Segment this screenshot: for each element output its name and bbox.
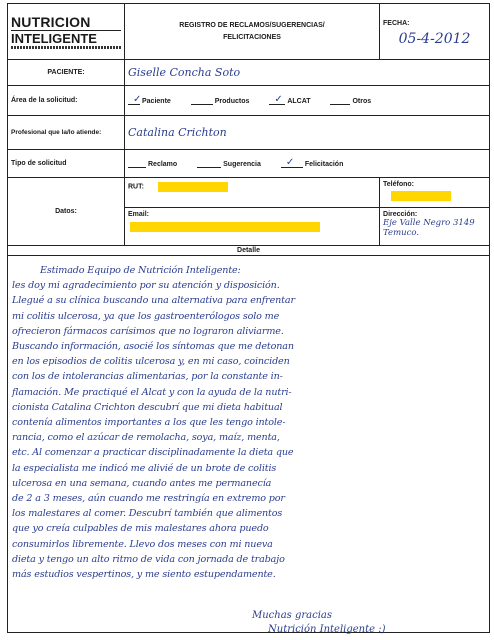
tipo-options [125,150,490,178]
letter-line: rancia, como el azúcar de remolacha, soya, maíz, menta, [12,432,280,444]
telefono-label: Teléfono: [383,181,415,188]
direccion-label: Dirección: [383,211,418,218]
tipo-option-felicitacion[interactable]: ✓ Felicitación [281,160,344,168]
paciente-value: Giselle Concha Soto [128,66,241,79]
letter-line: Llegué a su clínica buscando una alternativa para enfrentar [12,295,295,307]
letter-line: Buscando información, asocié los síntomas que me detonan [12,341,294,353]
area-option-otros[interactable]: Otros [330,97,371,105]
telefono-cell [380,178,490,208]
area-option-paciente[interactable]: ✓ Paciente [128,97,171,105]
letter-line: etc. Al comenzar a practicar disciplinadamente la dieta que [12,447,294,459]
direccion-line2: Temuco. [383,228,420,238]
check-icon: ✓ [274,93,283,105]
tipo-option-reclamo[interactable]: Reclamo [128,160,177,168]
letter-line: contenía alimentos importantes a los que les tengo intole- [12,417,286,429]
letter-line: más estudios vespertinos, y me siento estupendamente. [12,569,276,581]
letter-line: flamación. Me practiqué el Alcat y con la ayuda de la nutri- [12,386,292,398]
letter-line: dieta y tengo un alto ritmo de vida con jornada de trabajo [12,553,285,565]
fecha-value: 05-4-2012 [398,31,471,47]
letter-line: les doy mi agradecimiento por su atención y disposición. [12,280,280,292]
letter-line: consumirlos libremente. Llevo dos meses con mi nueva [12,538,273,550]
rut-redaction [158,182,228,192]
letter-line: ulcerosa en una semana, cuando antes me permanecía [12,477,272,489]
letter-body [12,263,482,582]
letter-line: cionista Catalina Crichton descubrí que mi dieta habitual [12,401,283,413]
area-options [125,86,490,116]
letter-line: los malestares al comer. Descubrí también que alimentos [12,508,283,520]
profesional-cell [125,116,490,150]
letter-line: de 2 a 3 meses, aún cuando me restringía en extremo por [12,493,285,505]
rut-label: RUT: [128,183,144,191]
letter-line: en los episodios de colitis ulcerosa y, en mi caso, coinciden [12,356,290,368]
letter-line: ofrecieron fármacos carísimos que no lograron aliviarme. [12,325,284,337]
direccion-line1: Eje Valle Negro 3149 [383,218,475,228]
area-option-alcat[interactable]: ✓ ALCAT [269,97,310,105]
paciente-label: PACIENTE: [8,60,125,86]
profesional-label: Profesional que la/lo atiende: [8,116,125,150]
form-title-line1: REGISTRO DE RECLAMOS/SUGERENCIAS/ [179,21,325,29]
email-redaction [130,222,320,232]
tipo-label: Tipo de solicitud [8,150,125,178]
logo [8,4,125,60]
direccion-cell [380,208,490,246]
email-cell [125,208,380,246]
logo-line1: NUTRICION [11,13,91,30]
paciente-cell [125,60,490,86]
detalle-header: Detalle [8,246,490,256]
area-label: Área de la solicitud: [8,86,125,116]
check-icon: ✓ [133,93,142,105]
logo-line2: INTELIGENTE [11,30,97,46]
letter-closing: Muchas gracias [252,610,333,621]
letter-line: la especialista me indicó me alivié de un brote de colitis [12,462,277,474]
letter-signature: Nutrición Inteligente :) [268,624,386,635]
form-title [125,4,380,60]
tipo-option-sugerencia[interactable]: Sugerencia [197,160,261,168]
check-icon: ✓ [285,156,295,168]
letter-line: con los de intolerancias alimentarias, por la constante in- [12,371,283,383]
letter-line: que yo creía culpables de mis malestares ahora puedo [12,523,269,535]
letter-line: mi colitis ulcerosa, ya que los gastroenterólogos solo me [12,310,280,322]
fecha-cell [380,4,490,60]
form-title-line2: FELICITACIONES [223,33,281,41]
profesional-value: Catalina Crichton [128,126,227,139]
area-option-productos[interactable]: Productos [191,97,250,105]
email-label: Email: [128,211,150,218]
telefono-redaction [391,191,451,201]
datos-label: Datos: [8,178,125,246]
letter-greeting: Estimado Equipo de Nutrición Inteligente: [40,265,241,276]
logo-strip-icon [11,46,121,49]
rut-cell [125,178,380,208]
fecha-label: FECHA: [383,20,410,27]
